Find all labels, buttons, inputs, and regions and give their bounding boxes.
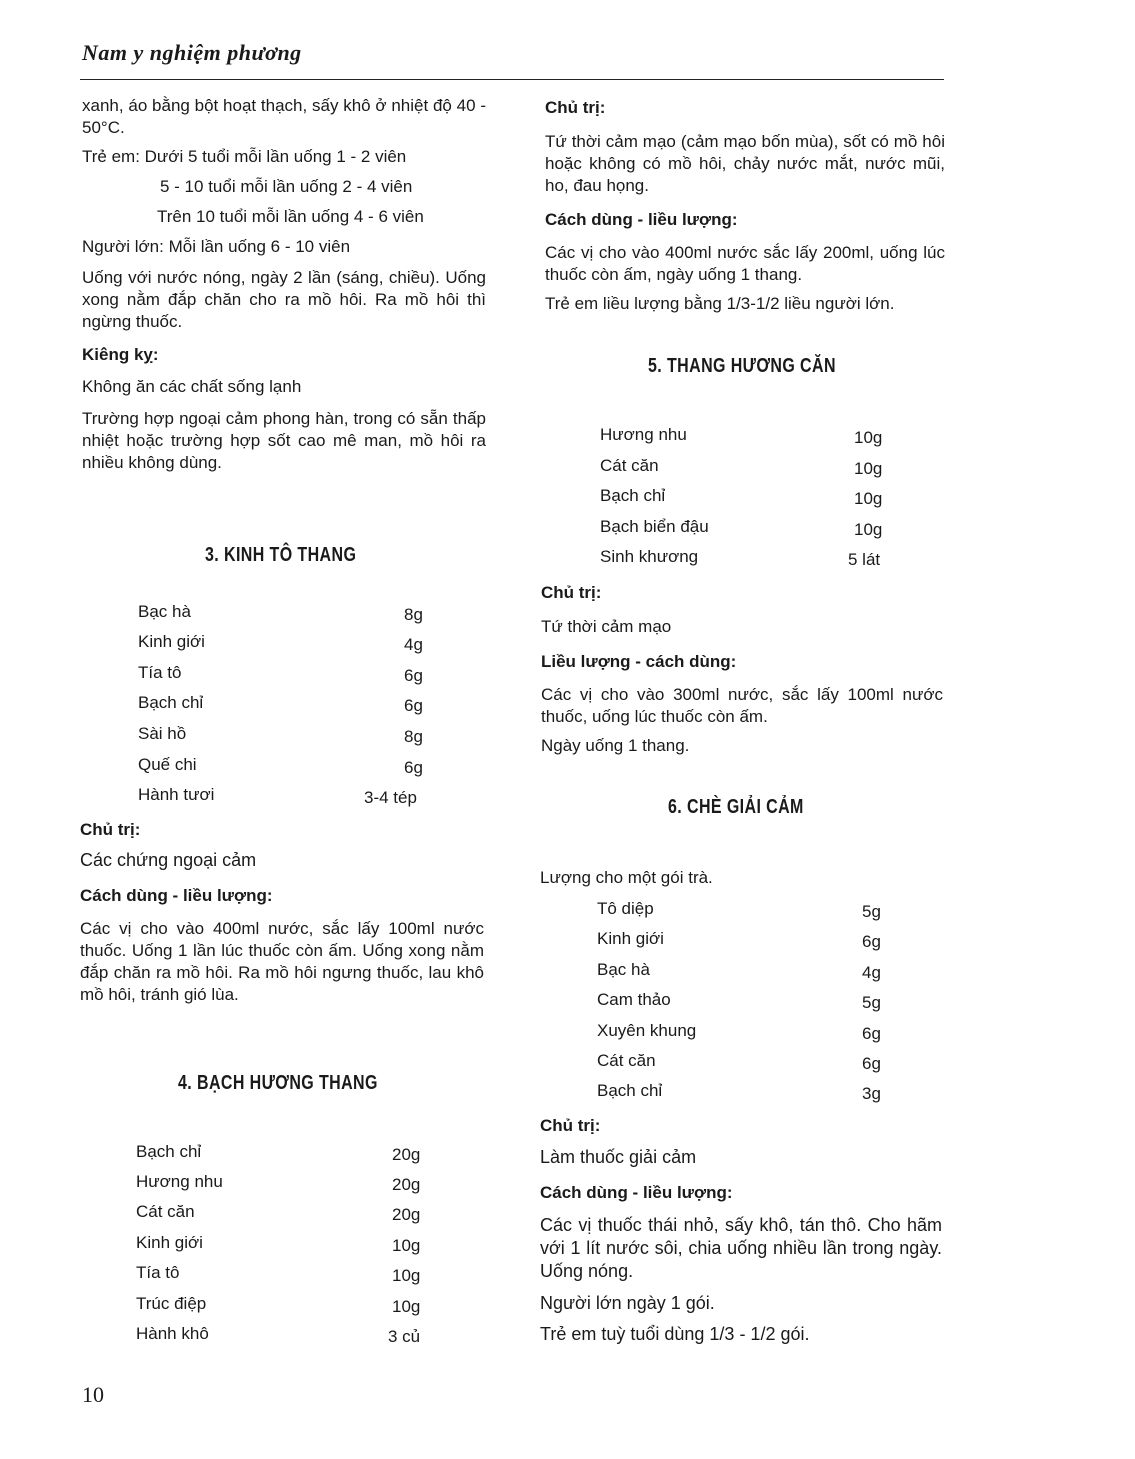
ingredient-amount: 5g xyxy=(862,902,881,921)
ingredient-name: Trúc điệp xyxy=(136,1294,207,1313)
ingredient-amount: 10g xyxy=(854,520,883,539)
cach-dung-heading: Cách dùng - liều lượng: xyxy=(540,1183,733,1202)
chu-tri-heading: Chủ trị: xyxy=(541,583,602,602)
ingredient-amount: 20g xyxy=(392,1145,421,1164)
chu-tri-text: Các chứng ngoại cảm xyxy=(80,850,257,870)
ingredient-name: Cát căn xyxy=(136,1202,195,1221)
cach-dung-paragraph: Các vị thuốc thái nhỏ, sấy khô, tán thô. Cho hãm với 1 lít nước sôi, chia uống nhiều lần trong ngày. Uống nóng. xyxy=(540,1215,942,1281)
usage-paragraph: Uống với nước nóng, ngày 2 lần (sáng, chiều). Uống xong nằm đắp chăn cho ra mồ hôi. Ra mồ hôi thì ngừng thuốc. xyxy=(82,268,486,331)
ingredient-name: Bạch chỉ xyxy=(136,1142,202,1161)
header-rule xyxy=(80,79,944,80)
ingredient-amount: 10g xyxy=(854,489,883,508)
ingredient-amount: 6g xyxy=(404,666,423,685)
chu-tri-text: Tứ thời cảm mạo xyxy=(541,617,672,636)
ingredient-name: Kinh giới xyxy=(136,1233,203,1252)
ingredient-amount: 5g xyxy=(862,993,881,1012)
ingredient-amount: 6g xyxy=(404,696,423,715)
cach-dung-paragraph: Các vị cho vào 400ml nước sắc lấy 200ml, uống lúc thuốc còn ấm, ngày uống 1 thang. xyxy=(545,243,945,284)
running-header: Nam y nghiệm phương xyxy=(82,40,302,65)
chu-tri-heading: Chủ trị: xyxy=(540,1116,601,1135)
chu-tri-text: Làm thuốc giải cảm xyxy=(540,1147,697,1167)
section-title-thang-huong-can: 5. THANG HƯƠNG CĂN xyxy=(648,355,836,377)
page-number: 10 xyxy=(82,1382,104,1407)
ingredient-amount: 5 lát xyxy=(848,550,881,569)
kieng-ky-heading: Kiêng kỵ: xyxy=(82,345,159,364)
ingredient-name: Bạch biển đậu xyxy=(600,517,709,536)
ingredient-name: Cát căn xyxy=(597,1051,656,1070)
section-title-bach-huong-thang: 4. BẠCH HƯƠNG THANG xyxy=(178,1072,378,1094)
ingredient-name: Hành tươi xyxy=(138,785,215,804)
ingredient-name: Hành khô xyxy=(136,1324,209,1343)
ingredient-amount: 3 củ xyxy=(388,1327,421,1346)
ingredient-name: Tía tô xyxy=(136,1263,180,1282)
lieu-luong-paragraph: Các vị cho vào 300ml nước, sắc lấy 100ml nước thuốc, uống lúc thuốc còn ấm. xyxy=(541,685,943,726)
chu-tri-heading: Chủ trị: xyxy=(545,98,606,117)
ingredient-name: Tía tô xyxy=(138,663,182,682)
chu-tri-paragraph: Tứ thời cảm mạo (cảm mạo bốn mùa), sốt có mồ hôi hoặc không có mồ hôi, chảy nước mắt, nước mũi, ho, đau họng. xyxy=(545,132,945,195)
ingredient-name: Tô diệp xyxy=(597,899,654,918)
ingredient-name: Bạc hà xyxy=(597,960,650,979)
lieu-luong-heading: Liều lượng - cách dùng: xyxy=(541,652,737,671)
nguoi-lon-dosage: Người lớn ngày 1 gói. xyxy=(540,1293,715,1313)
dosage-children-3: Trên 10 tuổi mỗi lần uống 4 - 6 viên xyxy=(157,207,424,226)
dosage-children-2: 5 - 10 tuổi mỗi lần uống 2 - 4 viên xyxy=(160,177,413,196)
ingredient-amount: 3-4 tép xyxy=(364,788,417,807)
ingredient-amount: 8g xyxy=(404,605,423,624)
intro-paragraph: xanh, áo bằng bột hoạt thạch, sấy khô ở nhiệt độ 40 - 50°C. xyxy=(82,96,486,137)
ingredient-amount: 6g xyxy=(862,1054,881,1073)
ingredient-amount: 10g xyxy=(392,1297,421,1316)
ingredient-name: Sài hồ xyxy=(138,724,187,743)
ingredient-name: Hương nhu xyxy=(136,1172,223,1191)
dosage-children-1: Trẻ em: Dưới 5 tuổi mỗi lần uống 1 - 2 viên xyxy=(82,147,407,166)
ingredient-amount: 6g xyxy=(862,1024,881,1043)
ingredient-amount: 10g xyxy=(392,1266,421,1285)
cach-dung-paragraph: Các vị cho vào 400ml nước, sắc lấy 100ml nước thuốc. Uống 1 lần lúc thuốc còn ấm. Uống xong nằm đắp chăn ra mồ hôi. Ra mồ hôi ngưng thuốc, lau khô mồ hôi, tránh gió lùa. xyxy=(80,919,484,1004)
ingredient-amount: 10g xyxy=(854,428,883,447)
ingredient-amount: 6g xyxy=(862,932,881,951)
ngay-uong-text: Ngày uống 1 thang. xyxy=(541,736,690,755)
ingredient-amount: 4g xyxy=(404,635,423,654)
tre-em-dosage: Trẻ em liều lượng bằng 1/3-1/2 liều người lớn. xyxy=(545,294,895,313)
ingredient-name: Xuyên khung xyxy=(597,1021,697,1040)
kieng-ky-line: Không ăn các chất sống lạnh xyxy=(82,377,302,396)
chu-tri-heading: Chủ trị: xyxy=(80,820,141,839)
cach-dung-heading: Cách dùng - liều lượng: xyxy=(80,886,273,905)
ingredient-name: Quế chi xyxy=(138,755,197,774)
ingredient-amount: 8g xyxy=(404,727,423,746)
section-title-kinh-to-thang: 3. KINH TÔ THANG xyxy=(205,544,357,566)
ingredient-name: Bạch chỉ xyxy=(600,486,666,505)
ingredient-name: Bạc hà xyxy=(138,602,191,621)
ingredient-amount: 6g xyxy=(404,758,423,777)
ingredient-name: Kinh giới xyxy=(138,632,205,651)
luong-text: Lượng cho một gói trà. xyxy=(540,868,713,887)
ingredient-amount: 20g xyxy=(392,1205,421,1224)
ingredient-name: Hương nhu xyxy=(600,425,687,444)
ingredient-name: Cam thảo xyxy=(597,990,671,1009)
ingredient-name: Sinh khương xyxy=(600,547,699,566)
ingredient-name: Cát căn xyxy=(600,456,659,475)
ingredient-name: Kinh giới xyxy=(597,929,664,948)
section-title-che-giai-cam: 6. CHÈ GIẢI CẢM xyxy=(668,796,804,818)
ingredient-amount: 10g xyxy=(392,1236,421,1255)
ingredient-amount: 3g xyxy=(862,1084,881,1103)
kieng-ky-paragraph: Trường hợp ngoại cảm phong hàn, trong có sẵn thấp nhiệt hoặc trường hợp sốt cao mê man, mồ hôi ra nhiều không dùng. xyxy=(82,409,486,472)
ingredient-name: Bạch chỉ xyxy=(597,1081,663,1100)
cach-dung-heading: Cách dùng - liều lượng: xyxy=(545,210,738,229)
ingredient-amount: 4g xyxy=(862,963,881,982)
tre-em-dosage: Trẻ em tuỳ tuổi dùng 1/3 - 1/2 gói. xyxy=(540,1324,810,1344)
ingredient-amount: 10g xyxy=(854,459,883,478)
ingredient-amount: 20g xyxy=(392,1175,421,1194)
ingredient-name: Bạch chỉ xyxy=(138,693,204,712)
dosage-adult: Người lớn: Mỗi lần uống 6 - 10 viên xyxy=(82,237,351,256)
